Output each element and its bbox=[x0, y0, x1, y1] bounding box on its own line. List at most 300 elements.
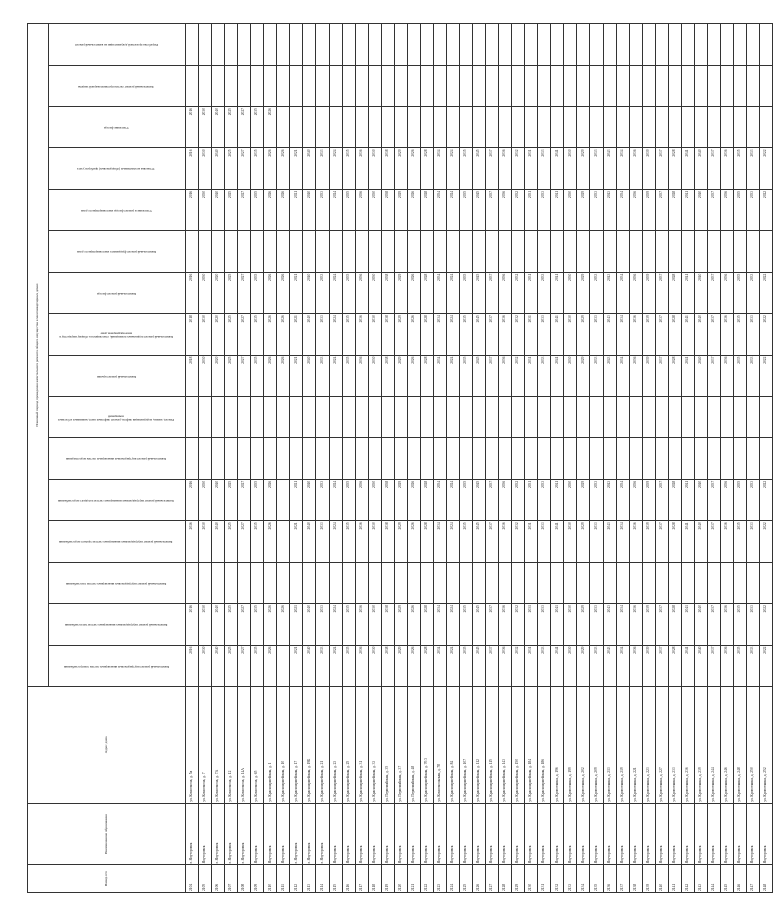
row-year-cell bbox=[290, 562, 303, 603]
col-header-work-type bbox=[49, 24, 186, 66]
table-row bbox=[199, 24, 212, 893]
row-address: ул. Красноармейская, д. 112 bbox=[473, 686, 486, 803]
row-year-cell: 2026 bbox=[407, 272, 420, 313]
row-year-cell: 2021 bbox=[290, 314, 303, 355]
row-year-cell: 2039 bbox=[642, 521, 655, 562]
col-header-work-type bbox=[49, 355, 186, 396]
row-number: 2123 bbox=[433, 865, 446, 893]
row-year-cell: 2025 bbox=[225, 479, 238, 520]
row-year-cell: 2025 bbox=[225, 272, 238, 313]
row-year-cell bbox=[655, 397, 668, 438]
row-year-cell: 2041 bbox=[551, 189, 564, 230]
row-year-cell bbox=[394, 397, 407, 438]
row-year-cell: 2016 bbox=[186, 107, 199, 148]
table-row bbox=[616, 24, 629, 893]
row-year-cell bbox=[499, 438, 512, 479]
table-row bbox=[238, 24, 251, 893]
row-year-cell bbox=[538, 65, 551, 106]
col-header-work-type bbox=[49, 107, 186, 148]
row-year-cell bbox=[459, 397, 472, 438]
row-year-cell: 2028 bbox=[668, 189, 681, 230]
row-year-cell: 2032 bbox=[512, 272, 525, 313]
row-address: ул. Красноармейская, д. 150 bbox=[512, 686, 525, 803]
row-year-cell bbox=[342, 24, 355, 66]
row-municipality: г. Ялуторовск bbox=[238, 803, 251, 865]
row-year-cell: 2039 bbox=[642, 355, 655, 396]
table-row bbox=[668, 24, 681, 893]
row-year-cell bbox=[433, 231, 446, 272]
row-year-cell: 2029 bbox=[577, 272, 590, 313]
row-address: ул. Кропоткина, д. 248 bbox=[733, 686, 746, 803]
row-number: 2135 bbox=[590, 865, 603, 893]
row-year-cell: 2033 bbox=[747, 272, 760, 313]
row-year-cell: 2036 bbox=[499, 645, 512, 686]
row-year-cell bbox=[446, 107, 459, 148]
row-year-cell bbox=[681, 24, 694, 66]
row-year-cell: 2035 bbox=[342, 521, 355, 562]
row-year-cell bbox=[342, 107, 355, 148]
row-year-cell: 2026 bbox=[407, 604, 420, 645]
row-number: 2106 bbox=[212, 865, 225, 893]
row-number: 2138 bbox=[629, 865, 642, 893]
row-year-cell: 2026 bbox=[264, 355, 277, 396]
row-year-cell bbox=[277, 479, 290, 520]
row-year-cell bbox=[316, 562, 329, 603]
row-year-cell: 2035 bbox=[459, 645, 472, 686]
row-year-cell: 2041 bbox=[551, 604, 564, 645]
row-address: ул. Красноармейская, д. 10 bbox=[277, 686, 290, 803]
row-year-cell: 2045 bbox=[473, 189, 486, 230]
col-header-work-type bbox=[49, 438, 186, 479]
row-year-cell: 2024 bbox=[446, 272, 459, 313]
table-row bbox=[381, 24, 394, 893]
row-year-cell bbox=[538, 24, 551, 66]
row-number: 2117 bbox=[355, 865, 368, 893]
row-year-cell bbox=[551, 438, 564, 479]
row-number: 2147 bbox=[747, 865, 760, 893]
table-row bbox=[720, 24, 733, 893]
row-year-cell bbox=[760, 24, 773, 66]
row-address: ул. Кропоткина, д. 227 bbox=[655, 686, 668, 803]
row-year-cell: 2037 bbox=[655, 189, 668, 230]
row-year-cell bbox=[564, 231, 577, 272]
row-year-cell bbox=[342, 65, 355, 106]
row-year-cell bbox=[264, 438, 277, 479]
row-year-cell bbox=[212, 65, 225, 106]
row-year-cell bbox=[459, 562, 472, 603]
row-year-cell bbox=[446, 24, 459, 66]
row-address: ул. Красноармейская, д. 184 bbox=[525, 686, 538, 803]
row-year-cell: 2038 bbox=[381, 272, 394, 313]
row-municipality: Ялуторовск bbox=[368, 803, 381, 865]
col-header-work-type bbox=[49, 272, 186, 313]
row-year-cell bbox=[316, 24, 329, 66]
row-year-cell: 2028 bbox=[420, 148, 433, 189]
row-address: ул. Комсомола, д. 7А bbox=[212, 686, 225, 803]
row-year-cell: 2038 bbox=[381, 189, 394, 230]
row-address: ул. Красноармейская, д. 84 bbox=[446, 686, 459, 803]
row-year-cell: 2035 bbox=[733, 189, 746, 230]
row-year-cell: 2034 bbox=[433, 521, 446, 562]
row-year-cell bbox=[668, 24, 681, 66]
row-municipality: Ялуторовск bbox=[668, 803, 681, 865]
row-year-cell: 2033 bbox=[590, 604, 603, 645]
row-year-cell: 2034 bbox=[433, 148, 446, 189]
table-row bbox=[251, 24, 264, 893]
row-year-cell: 2039 bbox=[642, 314, 655, 355]
row-year-cell: 2036 bbox=[720, 604, 733, 645]
row-year-cell: 2036 bbox=[355, 148, 368, 189]
row-year-cell: 2020 bbox=[212, 355, 225, 396]
row-year-cell: 2041 bbox=[551, 355, 564, 396]
row-year-cell: 2037 bbox=[707, 645, 720, 686]
row-year-cell: 2029 bbox=[394, 314, 407, 355]
row-year-cell: 2035 bbox=[251, 107, 264, 148]
row-year-cell: 2024 bbox=[329, 148, 342, 189]
row-year-cell: 2037 bbox=[707, 272, 720, 313]
row-year-cell bbox=[355, 562, 368, 603]
row-year-cell: 2040 bbox=[303, 645, 316, 686]
row-year-cell: 2036 bbox=[629, 148, 642, 189]
row-year-cell bbox=[564, 562, 577, 603]
row-year-cell: 2027 bbox=[238, 355, 251, 396]
row-year-cell: 2033 bbox=[316, 479, 329, 520]
row-year-cell: 2028 bbox=[420, 272, 433, 313]
row-year-cell bbox=[642, 562, 655, 603]
row-year-cell bbox=[499, 107, 512, 148]
row-year-cell: 2033 bbox=[316, 521, 329, 562]
row-year-cell: 2024 bbox=[329, 314, 342, 355]
row-year-cell: 2036 bbox=[499, 521, 512, 562]
row-year-cell: 2041 bbox=[681, 272, 694, 313]
row-year-cell bbox=[316, 107, 329, 148]
row-year-cell: 2041 bbox=[681, 355, 694, 396]
row-municipality: Ялуторовск bbox=[642, 803, 655, 865]
row-year-cell: 2030 bbox=[564, 521, 577, 562]
col-header-work-type bbox=[49, 604, 186, 645]
row-year-cell bbox=[694, 65, 707, 106]
row-year-cell: 2029 bbox=[394, 604, 407, 645]
table-row bbox=[368, 24, 381, 893]
row-address: ул. Комсомола, д. 14А bbox=[238, 686, 251, 803]
row-year-cell bbox=[707, 107, 720, 148]
row-municipality: Ялуторовск bbox=[655, 803, 668, 865]
row-year-cell: 2035 bbox=[251, 645, 264, 686]
row-year-cell: 2035 bbox=[342, 148, 355, 189]
row-year-cell bbox=[694, 107, 707, 148]
row-year-cell bbox=[446, 231, 459, 272]
row-year-cell: 2036 bbox=[499, 604, 512, 645]
row-year-cell: 2032 bbox=[512, 148, 525, 189]
row-year-cell: 2041 bbox=[681, 314, 694, 355]
row-year-cell: 2037 bbox=[655, 479, 668, 520]
row-year-cell bbox=[316, 397, 329, 438]
row-year-cell: 2021 bbox=[290, 148, 303, 189]
row-year-cell: 2018 bbox=[186, 314, 199, 355]
row-year-cell bbox=[720, 562, 733, 603]
row-year-cell bbox=[590, 107, 603, 148]
row-year-cell: 2039 bbox=[642, 189, 655, 230]
row-year-cell: 2036 bbox=[499, 148, 512, 189]
row-year-cell: 2022 bbox=[760, 604, 773, 645]
row-address: ул. Красноармейская, д. 19Б bbox=[303, 686, 316, 803]
row-year-cell: 2027 bbox=[238, 189, 251, 230]
row-year-cell bbox=[564, 438, 577, 479]
row-year-cell: 2043 bbox=[603, 645, 616, 686]
row-year-cell bbox=[420, 231, 433, 272]
row-year-cell: 2031 bbox=[525, 148, 538, 189]
row-year-cell: 2040 bbox=[212, 645, 225, 686]
row-year-cell bbox=[264, 65, 277, 106]
row-year-cell bbox=[394, 231, 407, 272]
row-year-cell: 2027 bbox=[238, 479, 251, 520]
row-year-cell bbox=[355, 107, 368, 148]
row-year-cell bbox=[342, 438, 355, 479]
work-type-label: Разработка проектной документации на капитальный ремонт bbox=[74, 43, 158, 48]
row-year-cell bbox=[655, 231, 668, 272]
row-year-cell: 2035 bbox=[459, 479, 472, 520]
row-year-cell: 2026 bbox=[277, 314, 290, 355]
row-number: 2120 bbox=[394, 865, 407, 893]
row-year-cell bbox=[681, 562, 694, 603]
row-year-cell: 2033 bbox=[538, 272, 551, 313]
row-number: 2127 bbox=[486, 865, 499, 893]
row-year-cell: 2028 bbox=[420, 355, 433, 396]
row-year-cell bbox=[733, 231, 746, 272]
row-year-cell bbox=[329, 65, 342, 106]
col-header-address: Адрес дома bbox=[28, 686, 186, 803]
row-year-cell bbox=[747, 397, 760, 438]
row-year-cell bbox=[551, 107, 564, 148]
row-municipality: Ялуторовск bbox=[733, 803, 746, 865]
row-address: ул. Красноармейская, д. 70/3 bbox=[420, 686, 433, 803]
row-year-cell bbox=[551, 562, 564, 603]
row-year-cell: 2021 bbox=[290, 272, 303, 313]
row-year-cell bbox=[538, 107, 551, 148]
table-row bbox=[681, 24, 694, 893]
table-row bbox=[290, 24, 303, 893]
row-municipality: г. Ялуторовск bbox=[290, 803, 303, 865]
row-year-cell: 2033 bbox=[538, 148, 551, 189]
row-year-cell: 2035 bbox=[342, 272, 355, 313]
row-year-cell: 2033 bbox=[590, 355, 603, 396]
row-year-cell: 2037 bbox=[655, 604, 668, 645]
row-year-cell: 2025 bbox=[225, 148, 238, 189]
row-year-cell: 2027 bbox=[238, 148, 251, 189]
row-year-cell bbox=[668, 107, 681, 148]
row-year-cell: 2027 bbox=[238, 107, 251, 148]
row-year-cell: 2036 bbox=[355, 645, 368, 686]
row-municipality: Ялуторовск bbox=[616, 803, 629, 865]
row-year-cell bbox=[603, 231, 616, 272]
row-year-cell: 2026 bbox=[264, 148, 277, 189]
row-year-cell: 2040 bbox=[212, 604, 225, 645]
row-year-cell bbox=[747, 562, 760, 603]
row-year-cell: 2024 bbox=[329, 272, 342, 313]
row-year-cell bbox=[747, 24, 760, 66]
row-year-cell bbox=[251, 24, 264, 66]
row-address: ул. Комсомольская, д. 78 bbox=[433, 686, 446, 803]
row-year-cell: 2021 bbox=[290, 604, 303, 645]
work-type-label: Капитальный ремонт подвальных помещений, относящихся к общему имуществу в многоквартирном доме bbox=[59, 331, 174, 339]
row-year-cell: 2033 bbox=[538, 189, 551, 230]
row-year-cell bbox=[577, 438, 590, 479]
row-year-cell bbox=[707, 24, 720, 66]
row-address: ул. Кропоткина, д. 250 bbox=[747, 686, 760, 803]
row-year-cell bbox=[251, 562, 264, 603]
repair-schedule-table bbox=[27, 23, 773, 893]
row-year-cell bbox=[225, 65, 238, 106]
row-year-cell bbox=[473, 24, 486, 66]
row-year-cell: 2037 bbox=[655, 645, 668, 686]
row-address: ул. Красноармейская, д. 31 bbox=[355, 686, 368, 803]
row-year-cell bbox=[590, 24, 603, 66]
row-year-cell: 2030 bbox=[368, 479, 381, 520]
row-year-cell bbox=[186, 562, 199, 603]
row-year-cell: 2016 bbox=[186, 272, 199, 313]
table-row bbox=[486, 24, 499, 893]
row-year-cell: 2037 bbox=[707, 314, 720, 355]
row-year-cell bbox=[499, 562, 512, 603]
row-year-cell: 2026 bbox=[264, 107, 277, 148]
row-year-cell: 2039 bbox=[642, 604, 655, 645]
row-year-cell bbox=[720, 231, 733, 272]
row-year-cell: 2030 bbox=[199, 272, 212, 313]
row-address: ул. Кропоткина, д. 196 bbox=[551, 686, 564, 803]
row-municipality: Ялуторовск bbox=[381, 803, 394, 865]
row-year-cell bbox=[760, 562, 773, 603]
row-year-cell bbox=[277, 107, 290, 148]
row-year-cell: 2036 bbox=[720, 645, 733, 686]
row-year-cell: 2030 bbox=[564, 355, 577, 396]
rotated-table-wrapper bbox=[27, 23, 768, 893]
row-year-cell: 2028 bbox=[420, 314, 433, 355]
row-year-cell: 2036 bbox=[629, 272, 642, 313]
row-year-cell: 2045 bbox=[473, 272, 486, 313]
row-year-cell bbox=[525, 65, 538, 106]
row-year-cell bbox=[199, 438, 212, 479]
row-year-cell: 2040 bbox=[303, 272, 316, 313]
work-type-label: Капитальный ремонт внутридомовых инженерных систем холодного водоснабжения bbox=[58, 498, 174, 503]
row-year-cell: 2036 bbox=[720, 314, 733, 355]
row-year-cell: 2037 bbox=[486, 645, 499, 686]
row-year-cell bbox=[603, 65, 616, 106]
row-year-cell bbox=[329, 562, 342, 603]
row-year-cell bbox=[577, 24, 590, 66]
row-year-cell: 2028 bbox=[668, 272, 681, 313]
row-year-cell: 2026 bbox=[407, 355, 420, 396]
row-municipality: Ялуторовск bbox=[499, 803, 512, 865]
row-year-cell bbox=[525, 24, 538, 66]
row-year-cell: 2037 bbox=[486, 314, 499, 355]
row-year-cell: 2041 bbox=[551, 645, 564, 686]
row-year-cell bbox=[733, 438, 746, 479]
row-year-cell: 2029 bbox=[577, 314, 590, 355]
row-year-cell: 2016 bbox=[186, 521, 199, 562]
row-number: 2116 bbox=[342, 865, 355, 893]
row-year-cell bbox=[577, 65, 590, 106]
row-address: ул. Первомайская, д. 35 bbox=[381, 686, 394, 803]
row-year-cell bbox=[681, 65, 694, 106]
row-year-cell bbox=[381, 397, 394, 438]
row-year-cell bbox=[747, 438, 760, 479]
row-year-cell: 2035 bbox=[459, 148, 472, 189]
row-year-cell: 2036 bbox=[629, 521, 642, 562]
table-row bbox=[473, 24, 486, 893]
row-year-cell: 2032 bbox=[512, 355, 525, 396]
row-year-cell bbox=[407, 562, 420, 603]
row-number: 2132 bbox=[551, 865, 564, 893]
row-year-cell: 2035 bbox=[733, 355, 746, 396]
row-year-cell: 2040 bbox=[694, 314, 707, 355]
row-address: ул. Кропоткина, д. 223 bbox=[642, 686, 655, 803]
row-year-cell: 2035 bbox=[459, 604, 472, 645]
row-year-cell: 2029 bbox=[577, 148, 590, 189]
row-year-cell bbox=[186, 231, 199, 272]
row-year-cell bbox=[629, 438, 642, 479]
row-year-cell bbox=[212, 438, 225, 479]
row-year-cell bbox=[394, 107, 407, 148]
row-address: ул. Кропоткина, д. 246 bbox=[720, 686, 733, 803]
row-year-cell: 2041 bbox=[681, 189, 694, 230]
row-year-cell bbox=[577, 231, 590, 272]
row-year-cell bbox=[512, 24, 525, 66]
table-row bbox=[433, 24, 446, 893]
row-year-cell bbox=[486, 438, 499, 479]
row-year-cell: 2040 bbox=[303, 189, 316, 230]
row-year-cell bbox=[433, 65, 446, 106]
row-year-cell: 2034 bbox=[433, 604, 446, 645]
row-year-cell bbox=[694, 231, 707, 272]
row-address: ул. Кропоткина, д. 202 bbox=[577, 686, 590, 803]
row-municipality: Ялуторовск bbox=[603, 803, 616, 865]
row-year-cell bbox=[590, 65, 603, 106]
row-year-cell: 2036 bbox=[355, 521, 368, 562]
row-municipality: Ялуторовск bbox=[694, 803, 707, 865]
row-municipality: г. Ялуторовск bbox=[186, 803, 199, 865]
row-municipality: Ялуторовск bbox=[264, 803, 277, 865]
row-year-cell bbox=[707, 438, 720, 479]
row-number: 2110 bbox=[264, 865, 277, 893]
row-number: 2121 bbox=[407, 865, 420, 893]
row-year-cell: 2037 bbox=[707, 148, 720, 189]
row-year-cell bbox=[733, 562, 746, 603]
row-year-cell bbox=[225, 562, 238, 603]
row-year-cell bbox=[459, 65, 472, 106]
row-municipality: г. Ялуторовск bbox=[225, 803, 238, 865]
row-year-cell: 2028 bbox=[420, 604, 433, 645]
row-year-cell bbox=[368, 231, 381, 272]
row-year-cell: 2041 bbox=[681, 645, 694, 686]
work-type-label: Утепление фасада bbox=[103, 126, 129, 131]
row-number: 2140 bbox=[655, 865, 668, 893]
row-municipality: Ялуторовск bbox=[760, 803, 773, 865]
row-year-cell: 2033 bbox=[747, 189, 760, 230]
row-year-cell: 2040 bbox=[212, 148, 225, 189]
row-year-cell: 2033 bbox=[538, 604, 551, 645]
row-year-cell bbox=[473, 107, 486, 148]
row-year-cell: 2040 bbox=[303, 355, 316, 396]
row-year-cell: 2033 bbox=[747, 355, 760, 396]
work-type-label: Капитальный ремонт фундамента многоквартирного дома bbox=[76, 250, 156, 255]
row-year-cell: 2035 bbox=[733, 314, 746, 355]
row-year-cell: 2029 bbox=[394, 645, 407, 686]
row-year-cell bbox=[212, 24, 225, 66]
row-year-cell bbox=[420, 397, 433, 438]
row-municipality: Ялуторовск bbox=[590, 803, 603, 865]
table-row bbox=[747, 24, 760, 893]
row-year-cell: 2030 bbox=[368, 148, 381, 189]
